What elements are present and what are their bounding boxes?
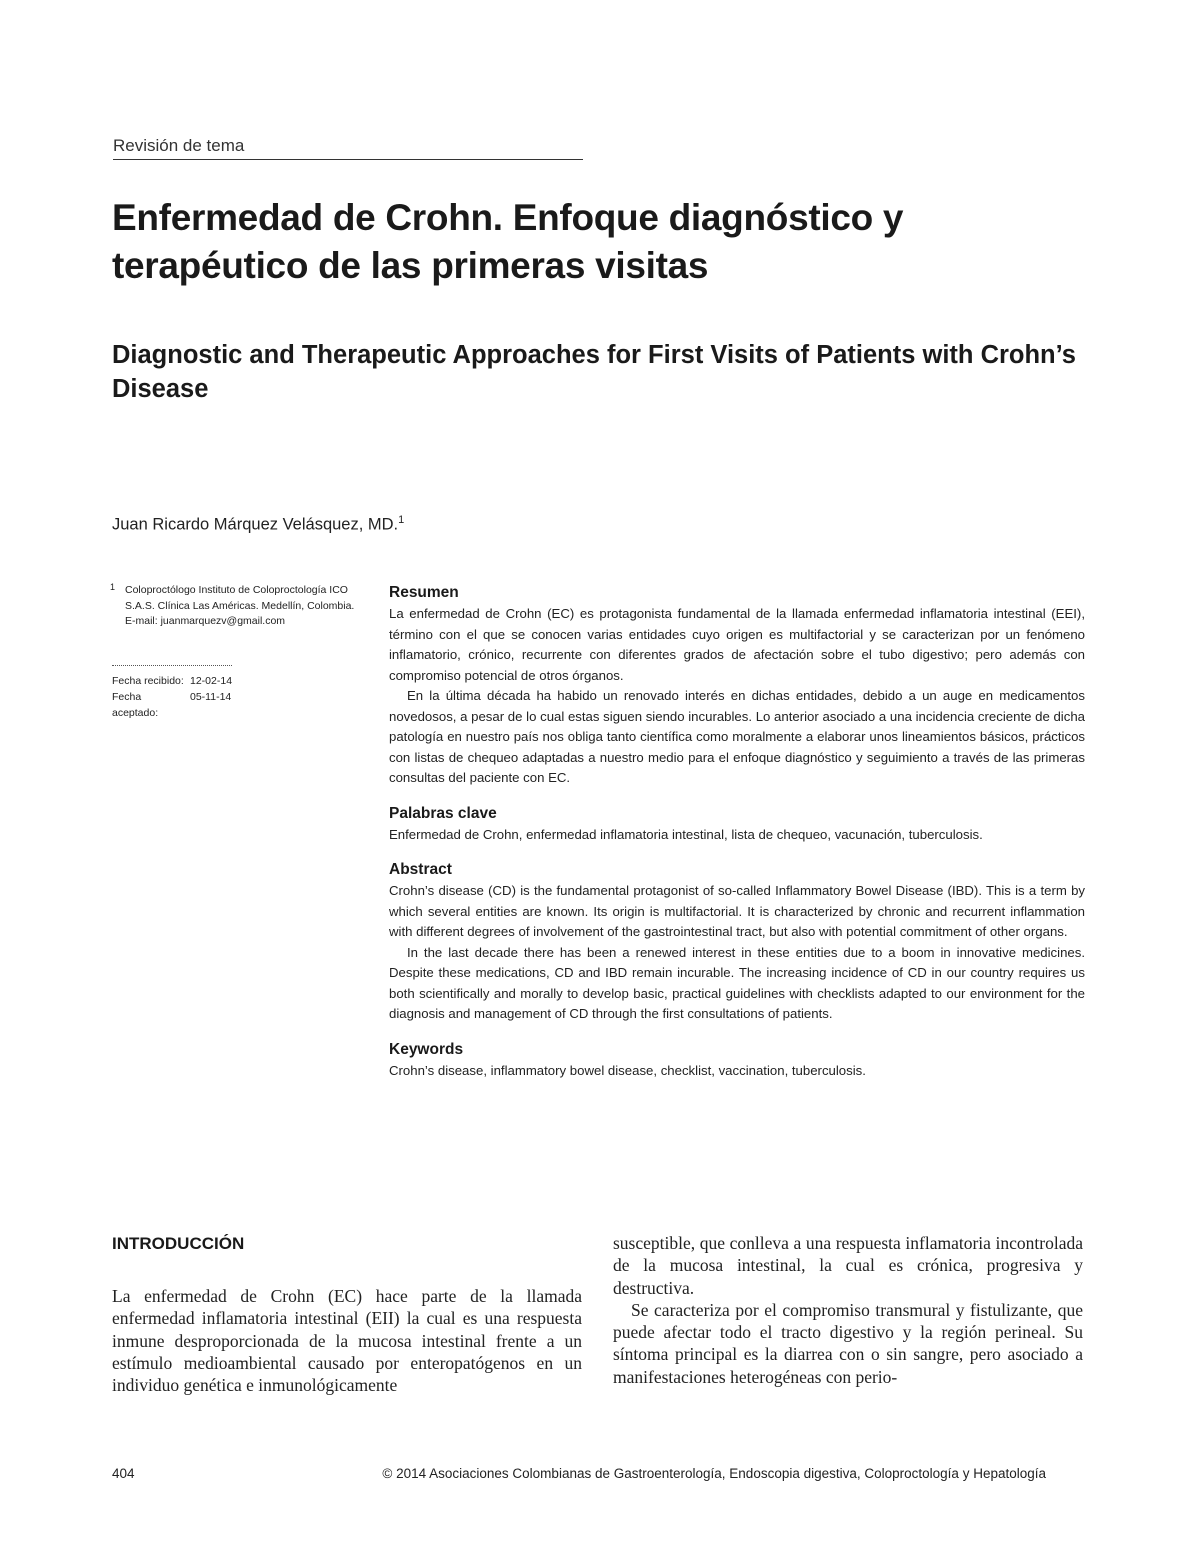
accepted-value: 05-11-14 [190, 691, 232, 703]
body-column-left [112, 1285, 582, 1396]
introduccion-heading: INTRODUCCIÓN [112, 1234, 245, 1253]
affiliation-footnote [110, 583, 360, 630]
affiliation-text: Coloproctólogo Instituto de Coloproctología ICO S.A.S. Clínica Las Américas. Medellín, Colombia. E-mail: juanmarquezv@gmail.com [125, 584, 355, 627]
palabras-clave-text: Enfermedad de Crohn, enfermedad inflamatoria intestinal, lista de chequeo, vacunación, tuberculosis. [389, 826, 983, 842]
resumen-paragraph-2: En la última década ha habido un renovado interés en dichas entidades, debido a un auge en medicamentos novedosos, a pesar de lo cual estas siguen siendo incurables. Lo anterior asociado a una incidencia creciente de dicha patología en nuestro país nos obliga tanto científica como moralmente a elaborar unos lineamientos básicos, prácticos con listas de chequeo adaptadas a nuestro medio para el enfoque diagnóstico y seguimiento a través de las primeras consultas del paciente con EC. [389, 688, 1085, 785]
author-name: Juan Ricardo Márquez Velásquez, MD. [112, 515, 399, 534]
title-spanish: Enfermedad de Crohn. Enfoque diagnóstico y terapéutico de las primeras visitas [112, 197, 904, 286]
resumen-paragraph-1: La enfermedad de Crohn (EC) es protagonista fundamental de la llamada enfermedad inflamatoria intestinal (EEI), término con el que se conocen varias entidades cuyo origen es multifactorial y se caracterizan por un fenómeno inflamatorio, crónico, recurrente con diferentes grados de afectación sobre el tubo digestivo; pero además con compromiso potencial de otros órganos. [389, 606, 1085, 683]
keywords-block [389, 1039, 1085, 1082]
keywords-text: Crohn’s disease, inflammatory bowel disease, checklist, vaccination, tuberculosis. [389, 1062, 866, 1078]
resumen-block [389, 582, 1085, 789]
abstract-heading: Abstract [389, 861, 452, 878]
dotted-divider [112, 665, 232, 666]
affiliation-mark: 1 [110, 582, 116, 592]
body-column-right [613, 1232, 1083, 1388]
abstract-column [389, 582, 1085, 1095]
intro-paragraph-2: Se caracteriza por el compromiso transmural y fistulizante, que puede afectar todo el tracto digestivo y la región perineal. Su síntoma principal es la diarrea con o sin sangre, pero asociado a manifestaciones heterogéneas con perio- [613, 1299, 1083, 1387]
author-line [112, 514, 404, 535]
accepted-row [112, 689, 312, 721]
intro-paragraph-1-continued: susceptible, que conlleva a una respuesta inflamatoria incontrolada de la mucosa intestinal, la cual es crónica, progresiva y destructiva. [613, 1233, 1083, 1298]
abstract-block [389, 859, 1085, 1025]
footer-copyright: © 2014 Asociaciones Colombianas de Gastroenterología, Endoscopia digestiva, Coloproctología y Hepatología [382, 1466, 1046, 1481]
palabras-clave-heading: Palabras clave [389, 804, 497, 822]
section-label: Revisión de tema [113, 136, 583, 160]
intro-paragraph-1: La enfermedad de Crohn (EC) hace parte de la llamada enfermedad inflamatoria intestinal (EII) la cual es una respuesta inmune desproporcionada de la mucosa intestinal frente a un estímulo medioambiental causado por enteropatógenos en un individuo genética e inmunológicamente [112, 1286, 582, 1396]
received-label: Fecha recibido: [112, 675, 184, 687]
resumen-heading: Resumen [389, 584, 459, 601]
received-row [112, 673, 312, 689]
page-number: 404 [112, 1466, 135, 1481]
keywords-heading: Keywords [389, 1040, 464, 1058]
abstract-paragraph-1: Crohn’s disease (CD) is the fundamental protagonist of so-called Inflammatory Bowel Disease (IBD). This is a term by which several entities are known. Its origin is multifactorial. It is characterized by chronic and recurrent inflammation with different degrees of involvement of the gastrointestinal tract, but also with potential commitment of other organs. [389, 883, 1085, 939]
dates-block [112, 665, 312, 721]
palabras-clave-block [389, 803, 1085, 846]
title-english: Diagnostic and Therapeutic Approaches for First Visits of Patients with Crohn’s Disease [112, 341, 1076, 403]
abstract-paragraph-2: In the last decade there has been a renewed interest in these entities due to a boom in innovative medicines. Despite these medications, CD and IBD remain incurable. The increasing incidence of CD in our country requires us both scientifically and morally to develop basic, practical guidelines with checklists adapted to our environment for the diagnosis and management of CD through the first consultations of patients. [389, 944, 1085, 1021]
received-value: 12-02-14 [190, 675, 233, 687]
accepted-label: Fecha aceptado: [112, 691, 159, 719]
author-footnote-mark: 1 [398, 514, 405, 526]
